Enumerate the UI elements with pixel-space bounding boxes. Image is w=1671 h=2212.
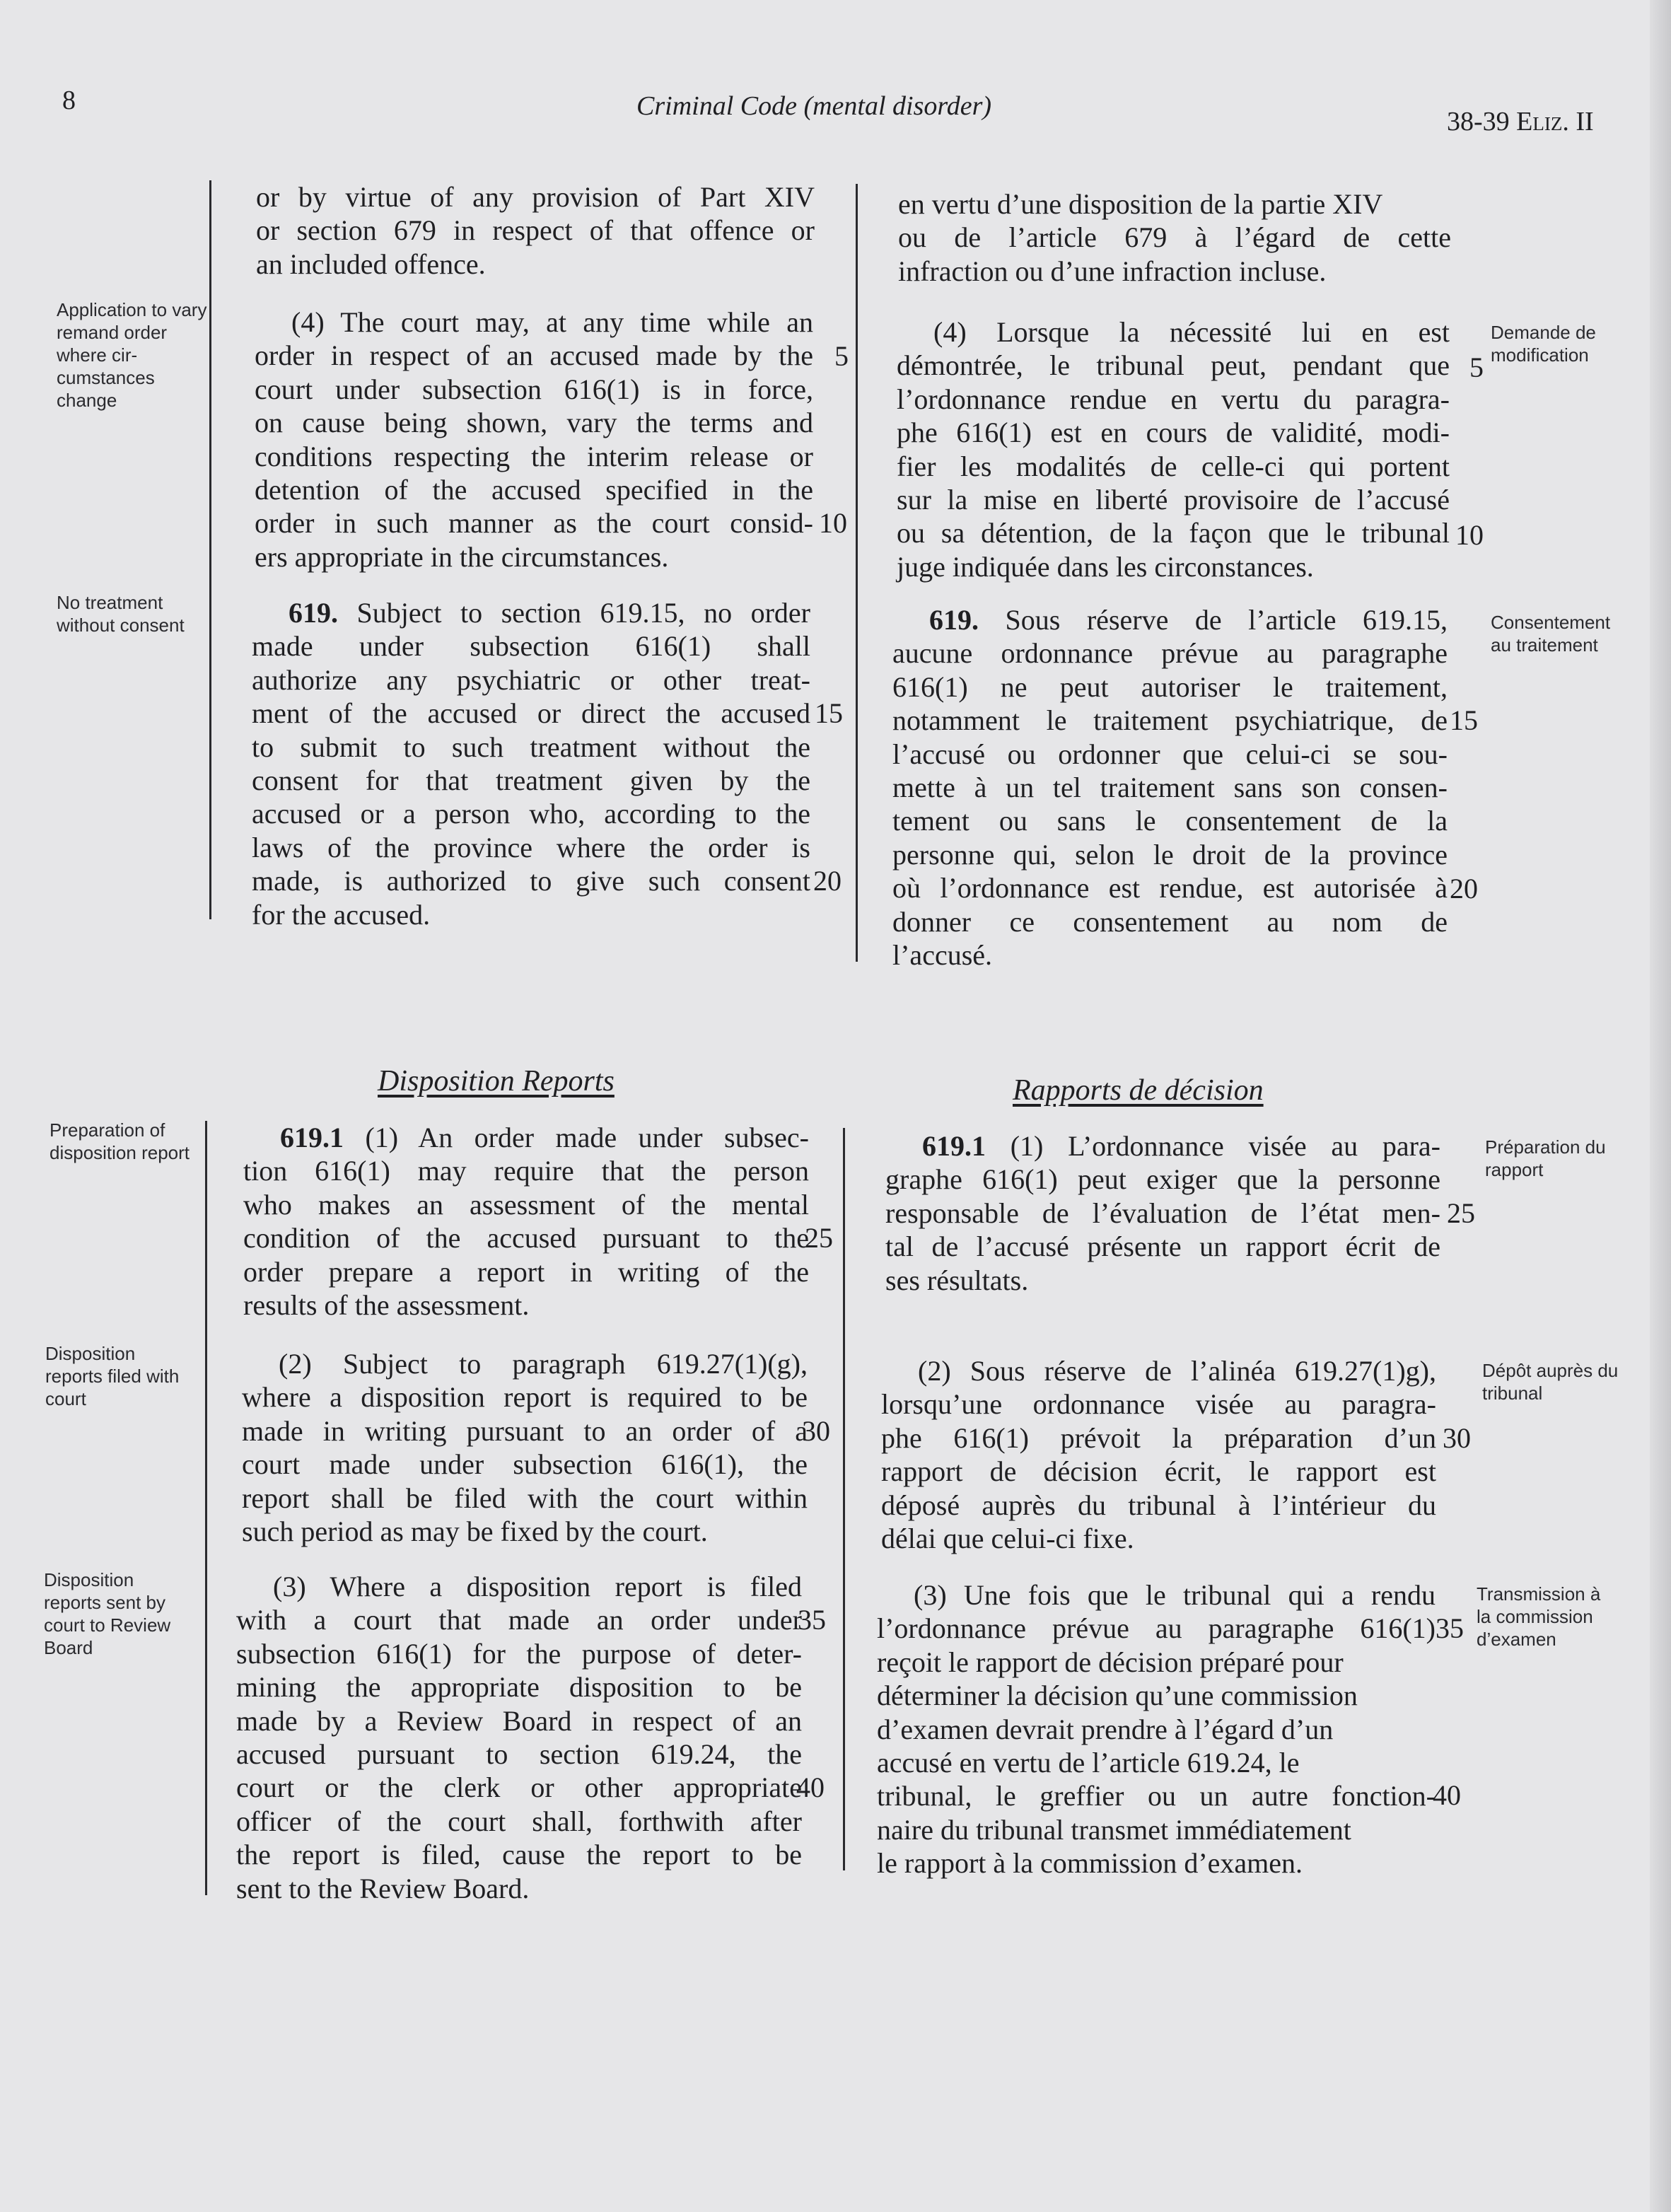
margin-note-preparation-report: Preparation of disposition report — [50, 1119, 190, 1163]
french-section-619 — [892, 603, 1448, 972]
text-line: (4) The court may, at any time while an — [291, 306, 813, 338]
margin-note-preparation-rapport: Préparation du rapport — [1485, 1136, 1606, 1180]
text-line: court or the clerk or other appropriate — [236, 1771, 802, 1804]
line-number: 35 — [798, 1604, 826, 1636]
margin-note-depot-tribunal: Dépôt auprès du tribunal — [1482, 1360, 1619, 1404]
text-line: responsable de l’évaluation de l’état men- — [885, 1197, 1440, 1229]
margin-note-reports-sent: Disposition reports sent by court to Review Board — [44, 1569, 171, 1658]
text-line: on cause being shown, vary the terms and — [255, 407, 813, 439]
text-line: Subject to section 619.15, no order — [356, 597, 811, 629]
text-line: notamment le traitement psychiatrique, de — [892, 704, 1448, 737]
text-line: Sous réserve de l’article 619.15, — [1005, 604, 1448, 636]
text-line: made under subsection 616(1) shall — [252, 630, 810, 663]
line-number: 35 — [1436, 1612, 1464, 1644]
text-line — [885, 1129, 1440, 1163]
section-number: 619. — [929, 604, 979, 636]
text-line: order in such manner as the court consid- — [255, 507, 813, 540]
text-line: sur la mise en liberté provisoire de l’accusé — [897, 484, 1450, 516]
text-line: condition of the accused pursuant to the — [243, 1222, 809, 1255]
text-line: or by virtue of any provision of Part XIV — [256, 181, 815, 213]
text-line: mette à un tel traitement sans son consen- — [892, 772, 1448, 804]
column-rule-center-top — [856, 184, 858, 962]
text-line: (2) Subject to paragraph 619.27(1)(g), — [279, 1348, 808, 1380]
line-number: 15 — [815, 697, 843, 729]
text-line: graphe 616(1) peut exiger que la personne — [885, 1163, 1440, 1196]
text-line: made, is authorized to give such consent — [252, 865, 810, 897]
text-line — [892, 603, 1448, 636]
text-line: mining the appropriate disposition to be — [236, 1671, 802, 1704]
text-line: l’accusé ou ordonner que celui-ci se sou- — [892, 738, 1448, 770]
heading-disposition-reports: Disposition Reports — [378, 1065, 615, 1098]
text-line: (1) L’ordonnance visée au para- — [1010, 1130, 1440, 1162]
text-line: (4) Lorsque la nécessité lui en est — [933, 316, 1450, 348]
text-line: accused pursuant to section 619.24, the — [236, 1738, 802, 1771]
text-line: report shall be filed with the court within — [242, 1482, 808, 1514]
line-number: 10 — [819, 507, 847, 539]
french-subsection-2 — [881, 1354, 1436, 1555]
text-line: tribunal, le greffier ou un autre fonction- — [877, 1780, 1436, 1812]
text-line: aucune ordonnance prévue au paragraphe — [892, 637, 1448, 670]
line-number: 40 — [796, 1771, 825, 1803]
text-line: d’examen devrait prendre à l’égard d’un — [877, 1713, 1334, 1745]
english-subsection-4 — [255, 305, 813, 574]
text-line: or section 679 in respect of that offence or — [256, 214, 815, 247]
text-line: (1) An order made under subsec- — [365, 1122, 809, 1153]
text-line: officer of the court shall, forthwith after — [236, 1805, 802, 1837]
french-subsection-3 — [877, 1578, 1436, 1880]
english-section-619 — [252, 596, 810, 931]
text-line: rapport de décision écrit, le rapport est — [881, 1455, 1436, 1488]
text-line: naire du tribunal transmet immédiatement — [877, 1813, 1351, 1846]
text-line: (2) Sous réserve de l’alinéa 619.27(1)g), — [918, 1355, 1436, 1387]
line-number: 10 — [1455, 519, 1484, 551]
text-line: authorize any psychiatric or other treat- — [252, 663, 810, 696]
text-line: ers appropriate in the circumstances. — [255, 540, 669, 573]
margin-note-demande-modification: Demande de modification — [1491, 322, 1596, 366]
line-number: 5 — [1469, 351, 1484, 383]
section-number: 619.1 — [280, 1122, 344, 1153]
text-line: le rapport à la commission d’examen. — [877, 1847, 1303, 1880]
text-line: tal de l’accusé présente un rapport écrit de — [885, 1230, 1440, 1263]
english-section-619-1 — [243, 1121, 809, 1322]
text-line: juge indiquée dans les circonstances. — [897, 550, 1314, 583]
margin-note-reports-filed: Disposition reports filed with court — [45, 1343, 180, 1409]
column-rule-left-bottom — [205, 1121, 207, 1895]
text-line: lorsqu’une ordonnance visée au paragra- — [881, 1388, 1436, 1421]
line-number: 30 — [1443, 1422, 1471, 1454]
column-rule-center-bottom — [843, 1128, 845, 1870]
heading-rapports-de-decision: Rapports de décision — [1013, 1074, 1264, 1107]
text-line: déterminer la décision qu’une commission — [877, 1680, 1358, 1712]
text-line: démontrée, le tribunal peut, pendant que — [897, 349, 1450, 382]
text-line: ou de l’article 679 à l’égard de cette — [898, 221, 1451, 254]
text-line: for the accused. — [252, 898, 431, 931]
text-line: conditions respecting the interim release or — [255, 440, 813, 472]
text-line: ses résultats. — [885, 1264, 1029, 1296]
text-line: délai que celui-ci fixe. — [881, 1523, 1134, 1555]
text-line: results of the assessment. — [243, 1289, 530, 1322]
text-line — [243, 1121, 809, 1154]
text-line: order in respect of an accused made by the — [255, 339, 813, 372]
page-edge-shadow — [1650, 0, 1671, 2212]
text-line: with a court that made an order under — [236, 1604, 802, 1636]
text-line: accusé en vertu de l’article 619.24, le — [877, 1747, 1300, 1779]
column-rule-left-top — [209, 180, 211, 919]
text-line: l’ordonnance prévue au paragraphe 616(1) — [877, 1612, 1436, 1645]
text-line: phe 616(1) prévoit la préparation d’un — [881, 1421, 1436, 1454]
margin-note-transmission: Transmission à la commission d’examen — [1477, 1583, 1601, 1650]
text-line: ment of the accused or direct the accused — [252, 697, 810, 730]
text-line: court made under subsection 616(1), the — [242, 1448, 808, 1481]
text-line: (3) Where a disposition report is filed — [273, 1571, 802, 1602]
text-line: 616(1) ne peut autoriser le traitement, — [892, 670, 1448, 703]
line-number: 30 — [802, 1415, 830, 1447]
margin-note-vary-remand: Application to vary remand order where cir- cumstances change — [57, 299, 207, 411]
page-number: 8 — [62, 86, 76, 115]
text-line: made in writing pursuant to an order of a — [242, 1414, 808, 1447]
margin-note-no-treatment: No treatment without consent — [57, 592, 185, 636]
french-intro — [898, 187, 1451, 288]
text-line: déposé auprès du tribunal à l’intérieur du — [881, 1489, 1436, 1521]
english-subsection-2 — [242, 1347, 808, 1548]
text-line: where a disposition report is required to be — [242, 1381, 808, 1414]
line-number: 25 — [1447, 1197, 1475, 1229]
text-line: an included offence. — [256, 248, 486, 280]
line-number: 40 — [1433, 1779, 1461, 1811]
text-line: court under subsection 616(1) is in force, — [255, 373, 813, 405]
text-line: (3) Une fois que le tribunal qui a rendu — [914, 1579, 1436, 1611]
text-line: the report is filed, cause the report to be — [236, 1839, 802, 1871]
line-number: 5 — [834, 340, 849, 372]
section-number: 619.1 — [922, 1130, 986, 1162]
text-line: laws of the province where the order is — [252, 831, 810, 863]
text-line: l’accusé. — [892, 939, 993, 972]
text-line: detention of the accused specified in the — [255, 474, 813, 506]
english-intro — [256, 180, 815, 281]
margin-note-consentement: Consentement au traitement — [1491, 612, 1611, 656]
text-line: accused or a person who, according to the — [252, 798, 810, 830]
text-line: où l’ordonnance est rendue, est autorisée à — [892, 872, 1448, 904]
text-line: made by a Review Board in respect of an — [236, 1704, 802, 1737]
text-line: consent for that treatment given by the — [252, 764, 810, 797]
text-line: ou sa détention, de la façon que le tribunal — [897, 517, 1450, 549]
text-line: to submit to such treatment without the — [252, 730, 810, 763]
text-line: tement ou sans le consentement de la — [892, 805, 1448, 837]
text-line: l’ordonnance rendue en vertu du paragra- — [897, 383, 1450, 415]
french-subsection-4 — [897, 315, 1450, 583]
text-line: sent to the Review Board. — [236, 1872, 530, 1904]
text-line: who makes an assessment of the mental — [243, 1188, 809, 1221]
regnal-year: 38-39 Eliz. II — [1447, 107, 1594, 136]
section-number: 619. — [289, 597, 338, 629]
line-number: 25 — [805, 1222, 833, 1254]
text-line: subsection 616(1) for the purpose of deter- — [236, 1637, 802, 1670]
text-line: such period as may be fixed by the court. — [242, 1515, 708, 1548]
text-line: reçoit le rapport de décision préparé pour — [877, 1646, 1344, 1678]
text-line: infraction ou d’une infraction incluse. — [898, 255, 1327, 287]
text-line: order prepare a report in writing of the — [243, 1255, 809, 1288]
text-line: fier les modalités de celle-ci qui portent — [897, 450, 1450, 482]
text-line: tion 616(1) may require that the person — [243, 1155, 809, 1187]
line-number: 20 — [813, 865, 842, 897]
french-section-619-1 — [885, 1129, 1440, 1297]
text-line: personne qui, selon le droit de la province — [892, 838, 1448, 871]
text-line: donner ce consentement au nom de — [892, 905, 1448, 938]
text-line: en vertu d’une disposition de la partie XIV — [898, 188, 1383, 220]
line-number: 15 — [1450, 704, 1478, 736]
text-line — [252, 596, 810, 629]
english-subsection-3 — [236, 1570, 802, 1905]
line-number: 20 — [1450, 873, 1478, 904]
running-title: Criminal Code (mental disorder) — [636, 91, 992, 121]
text-line: phe 616(1) est en cours de validité, modi- — [897, 417, 1450, 449]
